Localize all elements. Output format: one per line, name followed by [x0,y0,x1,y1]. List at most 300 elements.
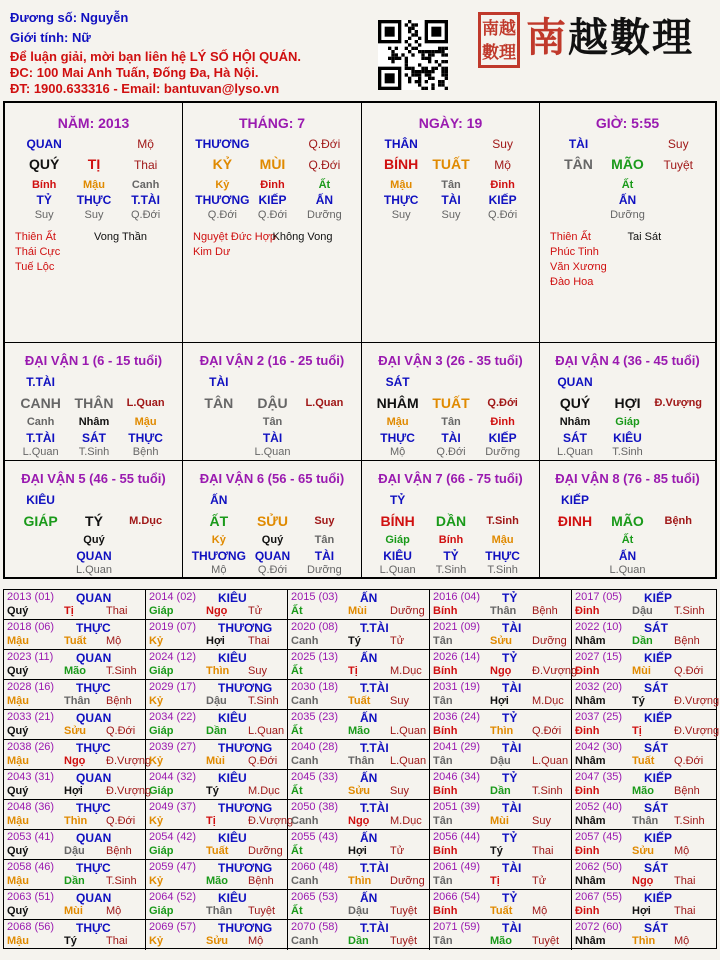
year-label: 2040 (28) [291,741,339,753]
dai-van-ss: KIẾP [560,493,589,507]
year-branch: Sửu [348,785,371,797]
year-state: Tuyệt [248,905,276,917]
year-branch: Ngọ [348,815,370,827]
year-stem: Canh [291,755,319,767]
year-branch: Thìn [348,875,372,887]
year-branch: Dậu [490,755,511,767]
year-state: T.Sinh [532,785,563,797]
phone-email: ĐT: 1900.633316 - Email: bantuvan@lyso.vn [10,81,280,96]
year-state: Q.Đới [106,725,136,737]
year-stem: Ất [291,665,303,677]
year-branch: Ngọ [490,665,512,677]
year-label: 2064 (52) [149,891,197,903]
year-cell [572,710,720,740]
pillar-title: GIỜ: 5:55 [595,115,660,131]
year-branch: Ngọ [632,875,654,887]
year-cell [430,650,578,680]
year-cell [288,860,430,890]
year-state: T.Sinh [248,695,279,707]
year-label: 2053 (41) [7,831,55,843]
year-label: 2021 (09) [433,621,481,633]
dai-van-god: KIÊU [383,549,412,563]
year-label: 2068 (56) [7,921,55,933]
year-branch: Thìn [206,665,230,677]
year-branch: Tị [64,605,74,617]
year-ss: T.TÀI [360,741,389,755]
year-ss: ẤN [360,831,378,845]
year-ss: QUAN [76,831,112,845]
year-label: 2067 (55) [575,891,623,903]
year-branch: Tý [348,635,361,647]
year-branch: Mão [206,875,228,887]
dai-van-stem: BÍNH [380,513,415,529]
dai-van-ss: SÁT [385,375,410,389]
dai-van-ss: T.TÀI [26,375,55,389]
year-ss: THƯƠNG [218,921,273,935]
year-ss: KIẾP [644,711,673,725]
life-stage: Mộ [494,158,511,172]
header [0,0,720,100]
hidden-stage: Suy [34,209,54,221]
year-state: Đ.Vượng [106,755,152,767]
dai-van-stage: Q.Đới [436,446,466,458]
year-label: 2020 (08) [291,621,339,633]
year-cell [430,800,572,830]
year-state: Đ.Vượng [248,815,294,827]
dai-van-god: SÁT [82,431,106,445]
dai-van-hidden: Tân [314,534,335,546]
dai-van-hidden: Tân [262,416,283,428]
dai-van-branch: SỬU [256,513,289,529]
dai-van-cell [362,343,540,461]
year-stem: Giáp [149,845,174,857]
dai-van-ss: TỶ [389,493,406,507]
year-cell [430,620,572,650]
hidden-stem: Ất [621,179,634,191]
year-stem: Tân [433,755,453,767]
year-cell [146,680,288,710]
dai-van-god: KIÊU [613,431,642,445]
year-cell [430,740,572,770]
dai-van-stage: L.Quan [379,564,416,576]
year-cell [4,890,146,920]
year-branch: Hợi [632,905,651,917]
year-branch: Thân [490,605,517,617]
year-state: Thai [674,875,696,887]
dai-van-stem: ĐINH [557,513,593,529]
year-ss: THỰC [76,741,111,755]
dai-van-cell [183,461,362,577]
year-state: Tuyệt [532,935,560,947]
year-label: 2014 (02) [149,591,197,603]
pillar-cell [183,103,362,343]
year-state: L.Quan [532,755,569,767]
year-stem: Canh [291,695,319,707]
year-stem: Nhâm [575,755,606,767]
year-label: 2051 (39) [433,801,481,813]
year-branch: Thìn [632,935,656,947]
year-ss: TỶ [502,771,518,785]
ss-right: Suy [492,137,513,151]
year-label: 2015 (03) [291,591,339,603]
year-ss: THƯƠNG [218,741,273,755]
year-cell [288,710,430,740]
dai-van-ss: KIÊU [26,493,55,507]
year-ss: QUAN [76,771,112,785]
ss-right: Suy [667,137,689,151]
pillar-cell [362,103,540,343]
dai-van-ss: ẤN [210,493,228,507]
year-state: Dưỡng [532,635,567,647]
ss-left: THÂN [384,137,418,151]
hidden-stage: Q.Đới [488,209,518,221]
year-cell [146,890,288,920]
dai-van-hidden: Tân [441,416,461,428]
year-state: Mộ [248,935,264,947]
dai-van-god: TỶ [443,549,459,563]
dai-van-branch: TUẤT [432,395,470,411]
star-left: Kim Dư [193,246,231,258]
year-ss: KIÊU [218,651,247,665]
year-stem: Đinh [575,665,600,677]
year-branch: Mùi [348,605,367,617]
heavenly-stem: QUÝ [29,156,60,172]
year-branch: Dần [490,785,511,797]
year-stem: Nhâm [575,635,606,647]
hidden-stem: Đinh [490,179,515,191]
dai-van-branch: DẦN [435,513,467,529]
year-stem: Giáp [149,785,174,797]
earthly-branch: MÙI [259,156,286,172]
year-branch: Dậu [632,605,653,617]
year-cell [288,590,430,620]
dai-van-hidden: Bính [438,534,464,546]
year-branch: Tị [348,665,358,677]
year-ss: THỰC [76,621,111,635]
dai-van-stage: L.Quan [609,564,646,576]
hidden-stem: Canh [131,179,160,191]
year-ss: KIẾP [644,891,673,905]
dai-van-hidden: Kỷ [211,534,226,546]
year-branch: Dần [64,875,85,887]
dai-van-cell [540,343,715,461]
year-cell [4,710,146,740]
year-label: 2025 (13) [291,651,339,663]
year-cell [146,710,288,740]
ten-god: T.TÀI [131,193,160,207]
contact-note: Để luận giải, mời bạn liên hệ LÝ SỐ HỘI QUÁN. [10,49,301,64]
year-label: 2060 (48) [291,861,339,873]
year-cell [572,890,716,920]
star-left: Thiên Ất [15,231,56,243]
year-ss: SÁT [644,741,668,755]
year-state: Thai [532,845,554,857]
year-label: 2029 (17) [149,681,197,693]
year-label: 2066 (54) [433,891,481,903]
dai-van-title: ĐẠI VẬN 8 (76 - 85 tuổi) [555,471,700,486]
year-ss: THỰC [76,861,111,875]
year-cell [288,740,430,770]
hidden-stem: Bính [31,179,57,191]
year-ss: TÀI [502,801,522,815]
year-ss: TÀI [502,621,522,635]
dai-van-god: T.TÀI [26,431,55,445]
year-ss: KIÊU [218,711,247,725]
dai-van-hidden: Giáp [385,534,410,546]
year-label: 2057 (45) [575,831,623,843]
year-branch: Tị [490,875,500,887]
year-state: Q.Đới [532,725,562,737]
hidden-stage: Suy [391,209,411,221]
dai-van-god: THƯƠNG [191,549,246,563]
year-stem: Nhâm [575,935,606,947]
year-stem: Bính [433,785,458,797]
star-right: Vong Thần [94,231,148,243]
year-label: 2026 (14) [433,651,481,663]
year-ss: TÀI [502,861,522,875]
year-branch: Hợi [64,785,83,797]
year-cell [146,620,288,650]
year-state: Mộ [674,845,690,857]
heavenly-stem: TÂN [564,156,593,172]
pillar-title: NĂM: 2013 [57,115,130,131]
dai-van-stem: TÂN [204,395,234,411]
dai-van-title: ĐẠI VẬN 6 (56 - 65 tuổi) [199,471,345,486]
year-stem: Mậu [7,695,29,707]
year-cell [430,830,572,860]
ss-left: QUAN [26,137,62,151]
year-state: Thai [674,905,696,917]
hidden-stem: Mậu [390,179,413,191]
year-state: Q.Đới [674,665,704,677]
ten-god: THỰC [76,193,112,207]
year-ss: SÁT [644,921,668,935]
year-state: Q.Đới [106,815,136,827]
qr-code-icon [378,20,448,90]
year-state: T.Sinh [106,875,137,887]
hidden-stage: Suy [441,209,461,221]
year-ss: ẤN [360,591,378,605]
year-cell [4,800,146,830]
dai-van-stage: L.Quan [75,564,113,576]
year-ss: THƯƠNG [218,801,273,815]
year-state: M.Dục [248,785,280,797]
year-label: 2072 (60) [575,921,623,933]
year-state: Thai [248,635,270,647]
star-right: Không Vong [272,231,333,243]
year-ss: THƯƠNG [218,681,273,695]
dai-van-state: M.Dục [129,515,163,527]
year-ss: KIẾP [644,651,673,665]
year-stem: Giáp [149,725,174,737]
year-branch: Thân [632,815,659,827]
dai-van-branch: HỢI [614,395,641,411]
year-stem: Giáp [149,665,174,677]
dai-van-title: ĐẠI VẬN 2 (16 - 25 tuổi) [199,353,345,368]
year-state: L.Quan [390,755,427,767]
year-ss: ẤN [360,651,378,665]
year-cell [430,590,572,620]
year-ss: TỶ [502,891,518,905]
year-branch: Thân [64,695,91,707]
year-branch: Tý [632,695,645,707]
year-state: Dưỡng [390,875,425,887]
heavenly-stem: KỶ [212,156,233,172]
year-cell [572,830,716,860]
year-branch: Dậu [206,695,227,707]
ten-god: THỰC [383,193,419,207]
dai-van-god: QUAN [76,549,112,563]
year-branch: Dần [348,935,369,947]
star-left: Tuế Lộc [15,261,55,273]
dai-van-state: Suy [314,515,335,527]
year-state: Q.Đới [248,755,278,767]
year-label: 2018 (06) [7,621,55,633]
year-ss: THỰC [76,801,111,815]
year-state: Q.Đới [674,755,704,767]
dai-van-god: THỰC [128,431,163,445]
dai-van-stage: T.Sinh [78,446,110,458]
year-label: 2013 (01) [7,591,55,603]
year-cell [146,800,294,830]
year-cell [288,770,430,800]
year-branch: Tị [206,815,216,827]
dai-van-stem: QUÝ [559,395,591,411]
dai-van-state: Q.Đới [487,397,518,409]
year-stem: Kỷ [149,695,164,707]
year-stem: Nhâm [575,695,606,707]
year-label: 2058 (46) [7,861,55,873]
logo-char: 越 [568,14,610,61]
year-stem: Ất [291,905,303,917]
year-cell [4,740,152,770]
dai-van-hidden: Quý [83,534,105,546]
year-stem: Đinh [575,905,600,917]
dai-van-cell [5,461,183,577]
year-state: Mộ [106,905,122,917]
ss-right: Q.Đới [308,137,341,151]
year-label: 2017 (05) [575,591,623,603]
dai-van-state: L.Quan [126,397,165,409]
year-branch: Thìn [490,725,514,737]
dai-van-state: L.Quan [305,397,344,409]
year-ss: THƯƠNG [218,621,273,635]
year-state: Bệnh [532,605,558,617]
year-stem: Bính [433,905,458,917]
star-left: Văn Xương [550,261,607,273]
logo-char: 理 [652,14,694,61]
dai-van-stage: L.Quan [22,446,59,458]
year-state: M.Dục [532,695,564,707]
year-cell [572,800,716,830]
year-ss: KIẾP [644,831,673,845]
year-ss: THỰC [76,681,111,695]
year-cell [146,770,288,800]
year-state: T.Sinh [674,605,705,617]
year-state: Bệnh [674,635,700,647]
year-label: 2037 (25) [575,711,623,723]
dai-van-god: KIẾP [488,431,517,445]
year-cell [288,680,430,710]
year-stem: Mậu [7,875,29,887]
year-cell [430,860,572,890]
year-stem: Quý [7,665,29,677]
year-state: L.Quan [248,725,285,737]
hidden-stage: Dưỡng [610,209,645,221]
ss-left: TÀI [568,137,589,151]
year-cell [288,890,430,920]
pillar-cell [540,103,715,343]
year-state: Tuyệt [390,935,418,947]
year-branch: Tý [206,785,219,797]
year-ss: SÁT [644,861,668,875]
red-seal: 南越 數理 [478,12,520,68]
year-label: 2041 (29) [433,741,481,753]
year-stem: Kỷ [149,815,164,827]
year-stem: Đinh [575,725,600,737]
star-left: Thái Cực [15,246,61,258]
year-branch: Thìn [64,815,88,827]
year-ss: KIÊU [218,831,247,845]
hidden-stage: Dưỡng [307,209,342,221]
brand-logo [526,6,694,63]
year-label: 2032 (20) [575,681,623,693]
year-stem: Quý [7,605,29,617]
year-ss: ẤN [360,771,378,785]
year-cell [288,800,430,830]
year-state: Tử [532,875,547,887]
hidden-stage: Suy [84,209,104,221]
year-cell [572,620,716,650]
ss-right: Mộ [137,137,154,151]
year-state: Bệnh [248,875,274,887]
year-cell [146,590,288,620]
dai-van-stage: Dưỡng [307,564,342,576]
year-state: Mộ [674,935,690,947]
dai-van-stage: T.Sinh [612,446,643,458]
dai-van-title: ĐẠI VẬN 5 (46 - 55 tuổi) [21,471,166,486]
year-label: 2022 (10) [575,621,623,633]
year-ss: QUAN [76,651,112,665]
year-branch: Ngọ [206,605,228,617]
year-stem: Bính [433,665,458,677]
ten-god: ẤN [315,193,334,207]
year-branch: Tuất [206,845,229,857]
earthly-branch: MÃO [611,156,644,172]
year-state: Dưỡng [390,605,425,617]
dai-van-hidden: Quý [261,534,284,546]
year-branch: Dần [206,725,227,737]
year-state: Thai [106,605,128,617]
year-label: 2038 (26) [7,741,55,753]
chart-grid [3,101,717,579]
year-state: Đ.Vượng [106,785,152,797]
year-label: 2056 (44) [433,831,481,843]
year-stem: Mậu [7,635,29,647]
year-ss: TỶ [502,651,518,665]
year-ss: TỶ [502,591,518,605]
dai-van-stem: ẤT [209,513,229,529]
year-label: 2050 (38) [291,801,339,813]
dai-van-hidden: Giáp [615,416,640,428]
star-left: Phúc Tinh [550,246,599,258]
year-state: Bệnh [106,695,132,707]
year-label: 2055 (43) [291,831,339,843]
hidden-stem: Tân [441,179,461,191]
logo-char: 數 [610,14,652,61]
year-ss: ẤN [360,711,378,725]
ten-god: TỶ [36,193,52,207]
